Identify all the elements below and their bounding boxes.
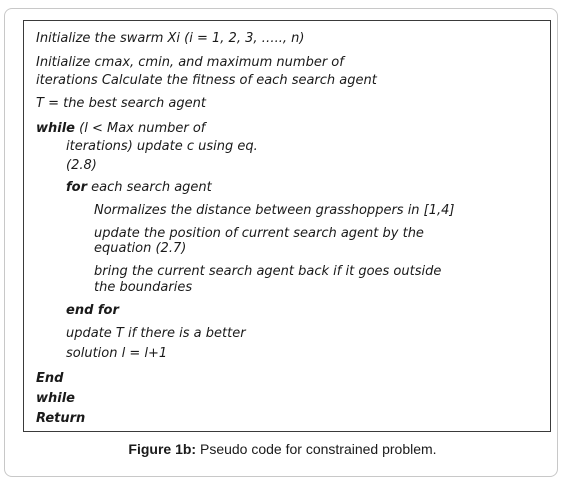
line-t-best: T = the best search agent [36,96,206,111]
for-rest: each search agent [87,180,212,195]
line-bring-back-1: bring the current search agent back if it goes outside [94,264,442,279]
line-update-c: iterations) update c using eq. [66,139,258,154]
keyword-for: for [66,180,87,195]
line-for [66,180,212,196]
while-condition: (l < Max number of [75,121,206,136]
caption-label: Figure 1b: [128,441,197,457]
keyword-while: while [36,121,75,136]
line-init-swarm: Initialize the swarm Xi (i = 1, 2, 3, ….., n) [36,31,305,46]
line-init-params-1: Initialize cmax, cmin, and maximum number of [36,55,344,70]
line-eq-ref: (2.8) [66,158,97,173]
line-while [36,121,205,137]
line-bring-back-2: the boundaries [94,280,193,295]
caption-text: Pseudo code for constrained problem. [196,441,437,457]
pseudocode-box [23,20,551,432]
line-end: End [36,371,64,386]
line-return: Return [36,411,86,426]
line-update-t: update T if there is a better [66,326,246,341]
line-update-pos-2: equation (2.7) [94,241,187,256]
line-update-pos-1: update the position of current search agent by the [94,226,424,241]
line-normalize: Normalizes the distance between grasshoppers in [1,4] [94,203,455,218]
line-end-while: while [36,391,75,406]
figure-caption [0,441,565,457]
line-init-params-2: iterations Calculate the fitness of each search agent [36,73,377,88]
line-end-for: end for [66,303,119,318]
line-solution: solution l = l+1 [66,346,168,361]
